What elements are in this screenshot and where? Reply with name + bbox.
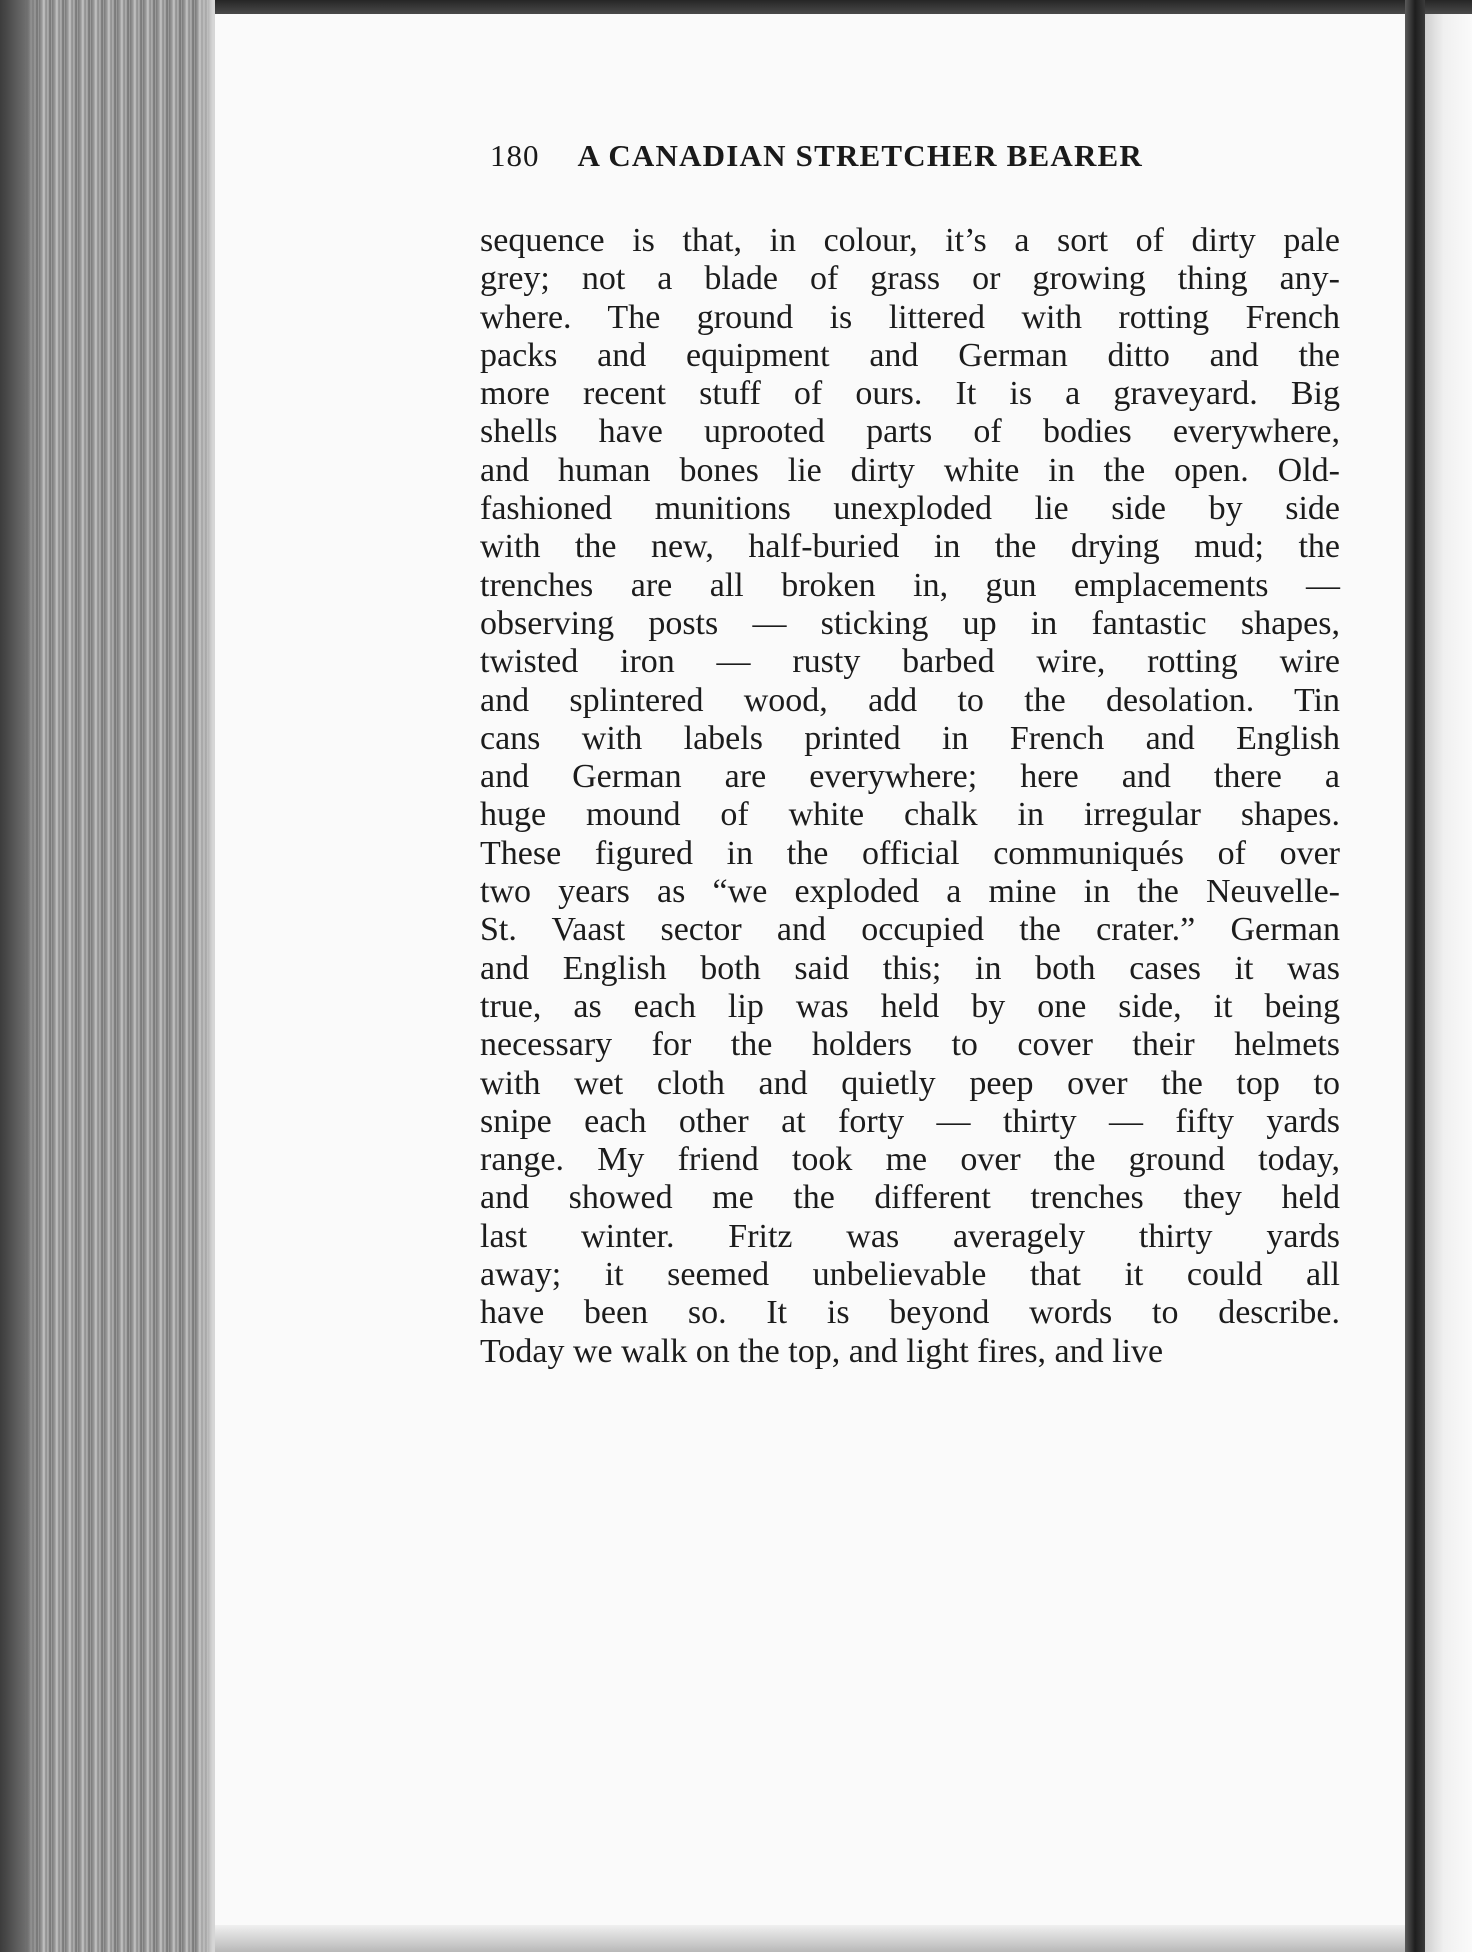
book-page-edges [0,0,215,1952]
book-gutter [1405,0,1425,1952]
text-line: cans with labels printed in French and English [480,719,1340,757]
text-line: and English both said this; in both cases it was [480,949,1340,987]
text-line: away; it seemed unbelievable that it could all [480,1256,1340,1294]
text-line: and splintered wood, add to the desolation. Tin [480,681,1340,719]
text-line: necessary for the holders to cover their helmets [480,1026,1340,1064]
text-line: more recent stuff of ours. It is a graveyard. Big [480,375,1340,413]
text-line: Today we walk on the top, and light fires, and live [480,1332,1164,1370]
page-bottom-edge [215,1925,1405,1952]
text-line: and German are everywhere; here and there a [480,758,1340,796]
text-line: range. My friend took me over the ground today, [480,1141,1340,1179]
text-line: with the new, half-buried in the drying mud; the [480,528,1340,566]
text-line: These figured in the official communiqués of over [480,834,1340,872]
facing-page-edge [1425,14,1472,1952]
text-line: twisted iron — rusty barbed wire, rotting wire [480,643,1340,681]
text-line: trenches are all broken in, gun emplacements — [480,566,1340,604]
scan-top-edge [0,0,1472,14]
text-line: true, as each lip was held by one side, it being [480,987,1340,1025]
text-line: and showed me the different trenches they held [480,1179,1340,1217]
text-line: St. Vaast sector and occupied the crater.” German [480,911,1340,949]
text-line: last winter. Fritz was averagely thirty yards [480,1217,1340,1255]
body-text [480,222,1340,1371]
text-line: with wet cloth and quietly peep over the top to [480,1064,1340,1102]
text-line: grey; not a blade of grass or growing thing any- [480,260,1340,298]
text-line: sequence is that, in colour, it’s a sort of dirty pale [480,222,1340,259]
text-line: observing posts — sticking up in fantastic shapes, [480,604,1340,642]
text-line: snipe each other at forty — thirty — fifty yards [480,1102,1340,1140]
text-line: and human bones lie dirty white in the open. Old- [480,451,1340,489]
text-line: have been so. It is beyond words to describe. [480,1294,1340,1332]
book-title: A CANADIAN STRETCHER BEARER [577,138,1144,173]
text-line: where. The ground is littered with rotting French [480,298,1340,336]
text-line: fashioned munitions unexploded lie side by side [480,490,1340,528]
text-line: huge mound of white chalk in irregular shapes. [480,796,1340,834]
text-line: shells have uprooted parts of bodies everywhere, [480,413,1340,451]
running-head [490,138,1340,182]
page-number: 180 [490,138,540,173]
text-line: two years as “we exploded a mine in the Neuvelle- [480,873,1340,911]
text-line: packs and equipment and German ditto and the [480,336,1340,374]
